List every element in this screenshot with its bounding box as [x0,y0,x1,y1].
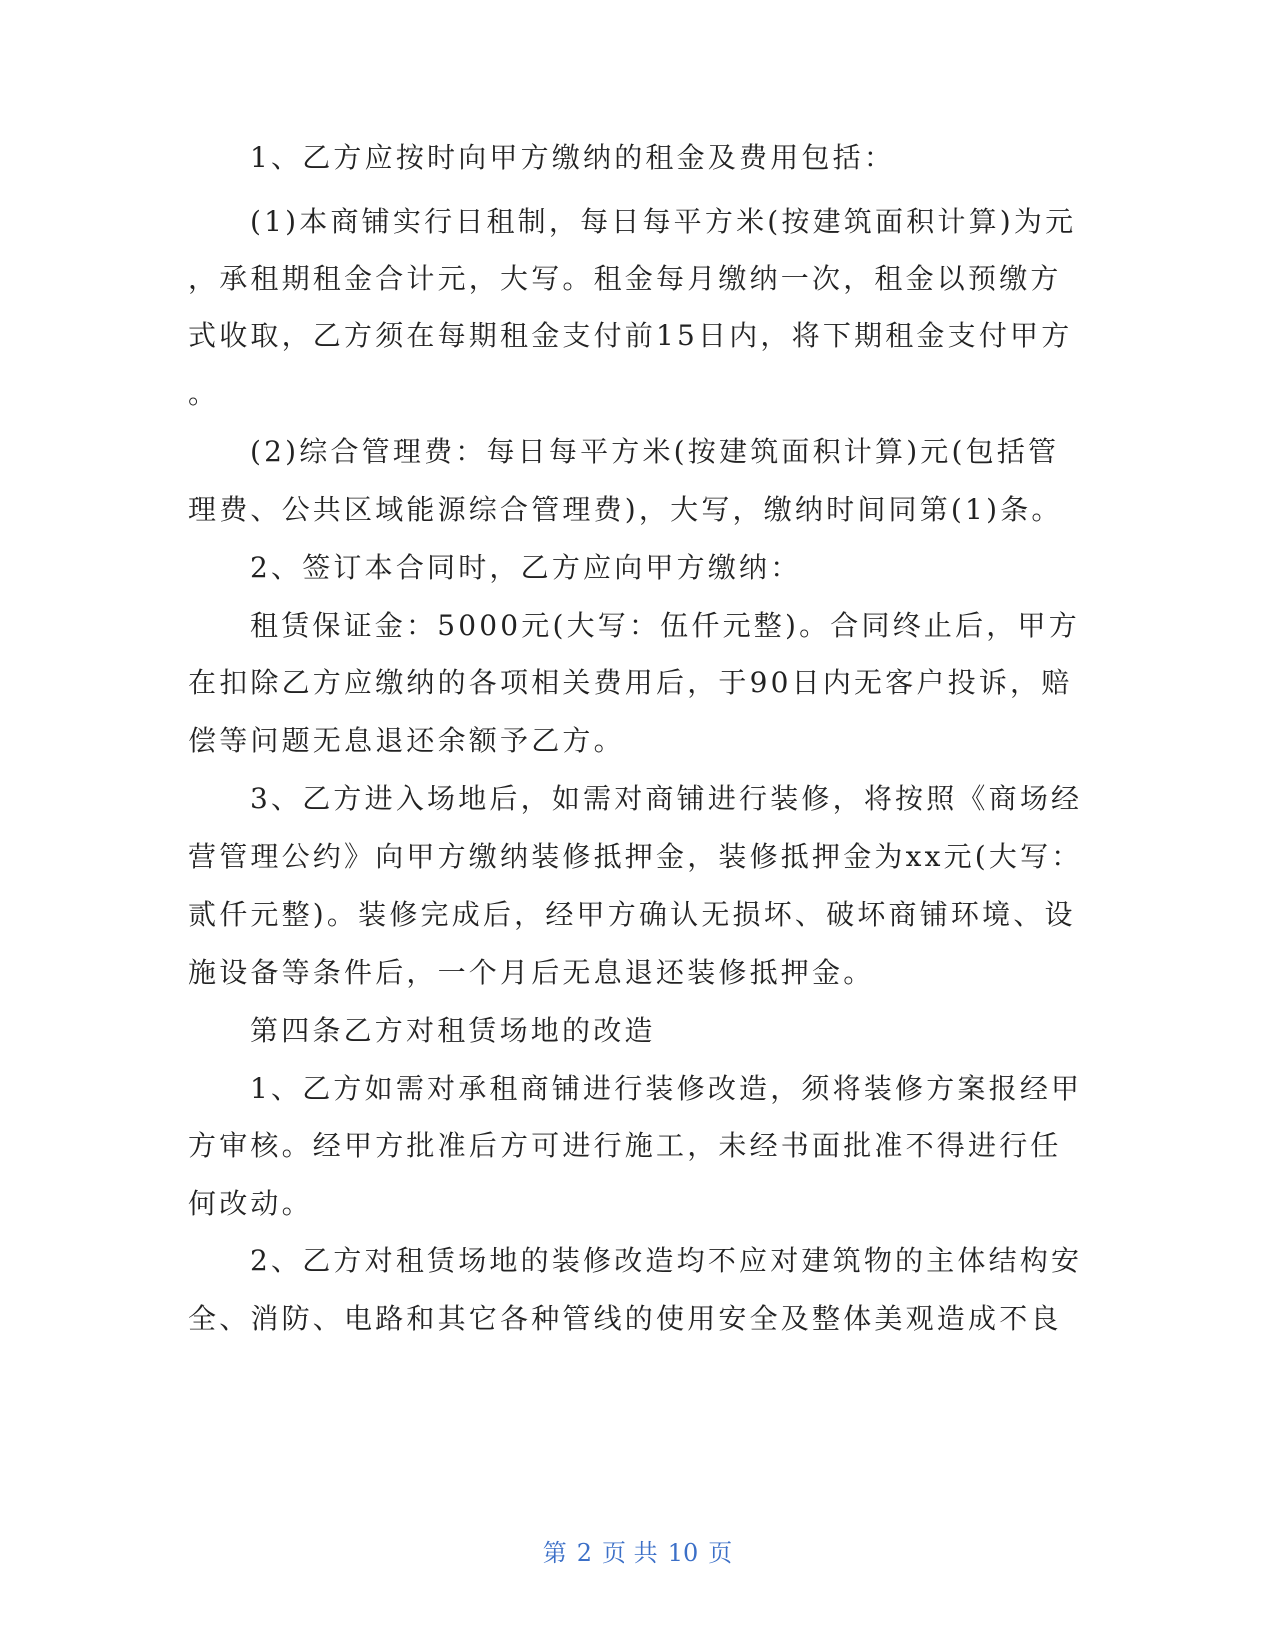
footer-suffix: 页 [708,1539,733,1567]
paragraph-line: 3、乙方进入场地后，如需对商铺进行装修，将按照《商场经 [250,782,1083,815]
paragraph-line: 2、签订本合同时，乙方应向甲方缴纳： [250,551,802,584]
paragraph-line: 何改动。 [188,1187,313,1220]
paragraph-line: 。 [188,377,220,410]
footer-current-page: 2 [576,1539,593,1567]
paragraph-line: ，承租期租金合计元，大写。租金每月缴纳一次，租金以预缴方 [188,262,1062,295]
paragraph-line: 营管理公约》向甲方缴纳装修抵押金，装修抵押金为xx元(大写： [188,840,1083,873]
page-footer [0,1538,1275,1568]
paragraph-line: 贰仟元整)。装修完成后，经甲方确认无损坏、破坏商铺环境、设 [188,898,1076,931]
footer-middle: 页 共 [602,1539,658,1567]
paragraph-line: 式收取，乙方须在每期租金支付前15日内，将下期租金支付甲方 [188,319,1073,352]
section-heading: 第四条乙方对租赁场地的改造 [250,1014,656,1047]
footer-total-pages: 10 [667,1539,699,1567]
paragraph-line: 施设备等条件后，一个月后无息退还装修抵押金。 [188,956,875,989]
paragraph-line: (2)综合管理费：每日每平方米(按建筑面积计算)元(包括管 [250,435,1060,468]
paragraph-line: 理费、公共区域能源综合管理费)，大写，缴纳时间同第(1)条。 [188,493,1063,526]
footer-prefix: 第 [542,1539,567,1567]
paragraph-line: (1)本商铺实行日租制，每日每平方米(按建筑面积计算)为元 [250,205,1077,238]
paragraph-line: 2、乙方对租赁场地的装修改造均不应对建筑物的主体结构安 [250,1244,1083,1277]
paragraph-line: 全、消防、电路和其它各种管线的使用安全及整体美观造成不良 [188,1302,1062,1335]
paragraph-line: 1、乙方应按时向甲方缴纳的租金及费用包括： [250,141,896,174]
paragraph-line: 租赁保证金：5000元(大写：伍仟元整)。合同终止后，甲方 [250,609,1080,642]
paragraph-line: 方审核。经甲方批准后方可进行施工，未经书面批准不得进行任 [188,1129,1062,1162]
paragraph-line: 偿等问题无息退还余额予乙方。 [188,724,625,757]
paragraph-line: 1、乙方如需对承租商铺进行装修改造，须将装修方案报经甲 [250,1072,1083,1105]
paragraph-line: 在扣除乙方应缴纳的各项相关费用后，于90日内无客户投诉，赔 [188,666,1073,699]
